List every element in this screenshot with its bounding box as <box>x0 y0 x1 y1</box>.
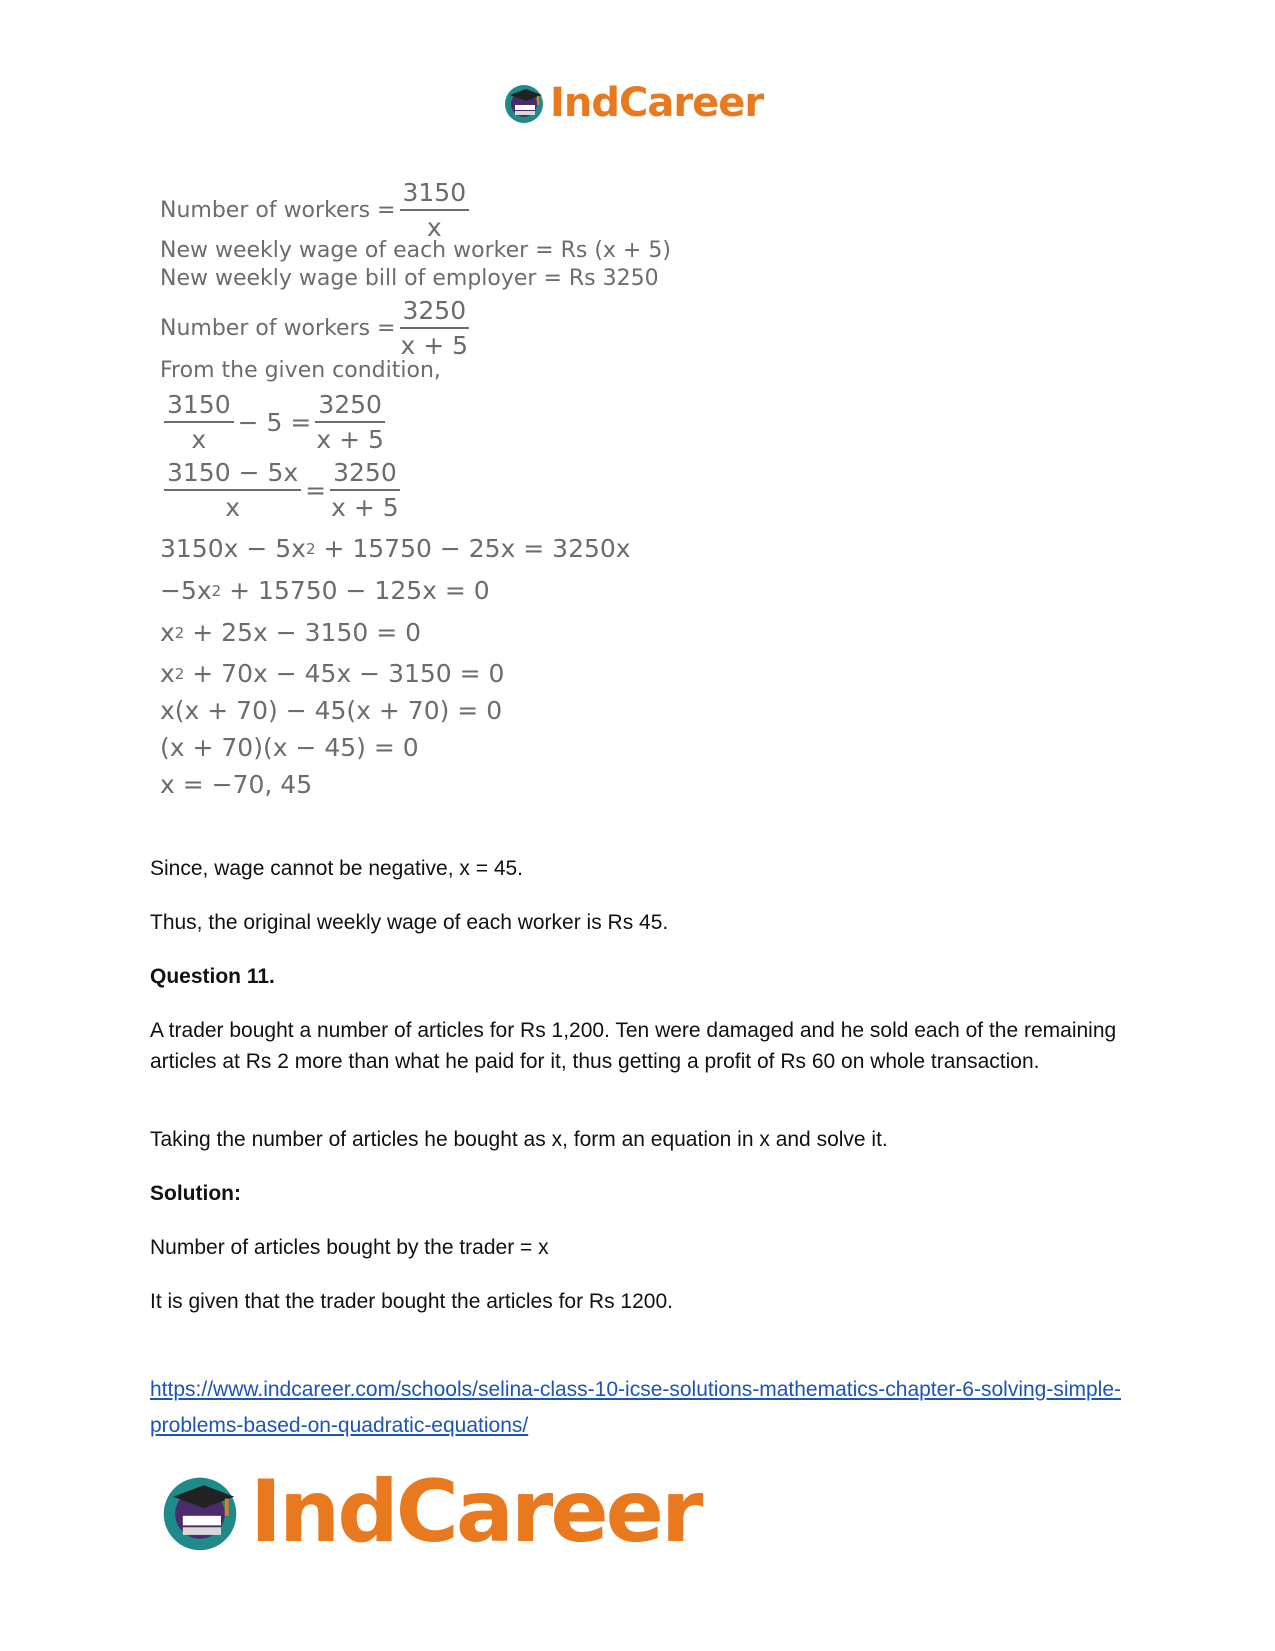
question-text: A trader bought a number of articles for Rs 1,200. Ten were damaged and he sold each of the remaining articles at Rs 2 more than what he paid for it, thus getting a profit of Rs 60 on whole transaction. <box>150 1019 1117 1073</box>
paragraph: Since, wage cannot be negative, x = 45. <box>150 857 524 880</box>
denominator: x <box>225 493 240 522</box>
denominator: x + 5 <box>316 425 384 454</box>
math-text: −5x <box>160 576 212 605</box>
denominator: x <box>191 425 207 454</box>
solution-heading: Solution: <box>150 1182 241 1205</box>
math-text: + 70x − 45x − 3150 = 0 <box>184 659 505 688</box>
numerator: 3250 <box>400 296 470 329</box>
math-line <box>160 659 504 688</box>
paragraph: Number of articles bought by the trader = x <box>150 1236 549 1259</box>
math-line: New weekly wage of each worker = Rs (x + 5) <box>160 238 671 263</box>
math-line: From the given condition, <box>160 358 441 383</box>
denominator: x <box>426 213 442 242</box>
math-label: Number of workers = <box>160 197 396 223</box>
paragraph: Thus, the original weekly wage of each worker is Rs 45. <box>150 911 669 934</box>
math-line <box>160 576 490 605</box>
fraction <box>330 458 400 522</box>
header-logo <box>502 80 763 126</box>
fraction <box>164 458 301 522</box>
numerator: 3250 <box>330 458 400 491</box>
numerator: 3150 − 5x <box>164 458 301 491</box>
exponent: 2 <box>211 581 222 600</box>
logo-text: IndCareer <box>550 80 764 126</box>
exponent: 2 <box>305 539 316 558</box>
numerator: 3150 <box>164 390 234 423</box>
exponent: 2 <box>174 623 185 642</box>
source-link[interactable]: https://www.indcareer.com/schools/selina-class-10-icse-solutions-mathematics-chapter-6-solving-simple-problems-based-on-quadratic-equations/ <box>150 1378 1122 1437</box>
math-line <box>160 178 473 242</box>
math-text: 3150x − 5x <box>160 534 306 563</box>
math-line <box>160 534 631 563</box>
math-line <box>160 618 421 647</box>
paragraph: It is given that the trader bought the articles for Rs 1200. <box>150 1290 673 1313</box>
denominator: x + 5 <box>400 331 469 360</box>
fraction <box>400 296 470 360</box>
paragraph: Taking the number of articles he bought as x, form an equation in x and solve it. <box>150 1128 888 1151</box>
math-line <box>160 390 389 454</box>
numerator: 3150 <box>400 178 470 211</box>
math-text: x <box>160 659 175 688</box>
numerator: 3250 <box>315 390 385 423</box>
math-text: + 25x − 3150 = 0 <box>184 618 422 647</box>
fraction <box>400 178 470 242</box>
math-label: Number of workers = <box>160 315 396 341</box>
fraction <box>315 390 385 454</box>
operator: = <box>305 475 327 505</box>
math-line: New weekly wage bill of employer = Rs 3250 <box>160 266 659 291</box>
operator: − 5 = <box>237 407 312 437</box>
denominator: x + 5 <box>331 493 399 522</box>
math-line <box>160 458 404 522</box>
exponent: 2 <box>174 664 185 683</box>
footer-logo <box>158 1462 701 1562</box>
math-line: (x + 70)(x − 45) = 0 <box>160 733 419 762</box>
question-heading: Question 11. <box>150 965 275 988</box>
math-text: + 15750 − 125x = 0 <box>221 576 490 605</box>
math-text: + 15750 − 25x = 3250x <box>315 534 631 563</box>
math-text: x <box>160 618 175 647</box>
math-line <box>160 296 473 360</box>
graduation-cap-icon <box>158 1470 242 1554</box>
fraction <box>164 390 234 454</box>
graduation-cap-icon <box>502 81 546 125</box>
logo-text: IndCareer <box>250 1462 701 1562</box>
math-line: x = −70, 45 <box>160 770 313 799</box>
math-line: x(x + 70) − 45(x + 70) = 0 <box>160 696 503 725</box>
